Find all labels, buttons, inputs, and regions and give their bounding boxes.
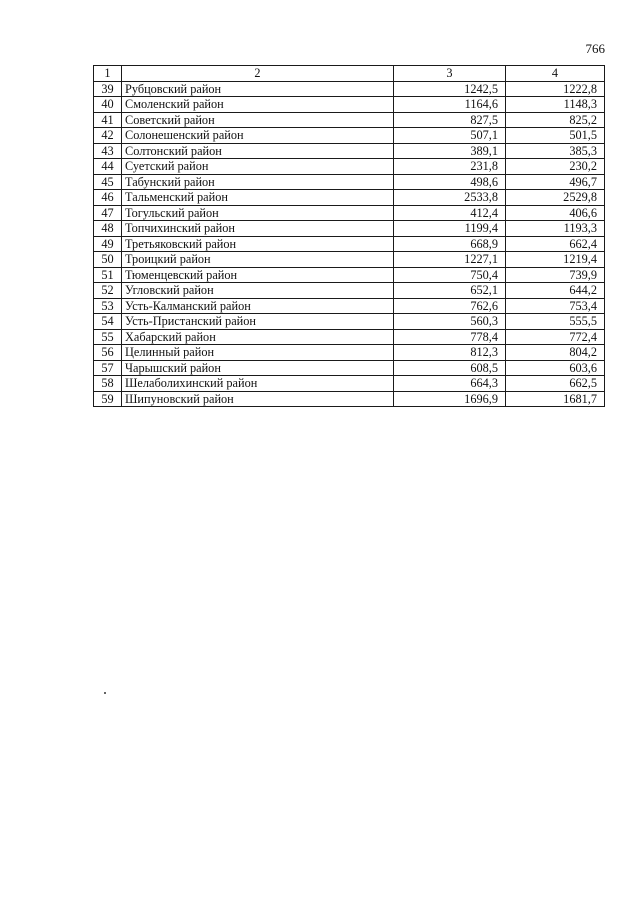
- district-name-cell: Троицкий район: [122, 252, 394, 268]
- row-number-cell: 49: [94, 236, 122, 252]
- row-number-cell: 48: [94, 221, 122, 237]
- row-number-cell: 58: [94, 376, 122, 392]
- district-name-cell: Чарышский район: [122, 360, 394, 376]
- column-header-2: 2: [122, 66, 394, 82]
- column-3-value-cell: 2533,8: [394, 190, 506, 206]
- column-4-value-cell: 739,9: [506, 267, 605, 283]
- column-4-value-cell: 662,5: [506, 376, 605, 392]
- column-4-value-cell: 662,4: [506, 236, 605, 252]
- table-row: [94, 314, 605, 330]
- district-name-cell: Смоленский район: [122, 97, 394, 113]
- column-4-value-cell: 406,6: [506, 205, 605, 221]
- column-3-value-cell: 1242,5: [394, 81, 506, 97]
- district-name-cell: Суетский район: [122, 159, 394, 175]
- district-name-cell: Табунский район: [122, 174, 394, 190]
- row-number-cell: 42: [94, 128, 122, 144]
- district-name-cell: Третьяковский район: [122, 236, 394, 252]
- district-name-cell: Угловский район: [122, 283, 394, 299]
- table-row: [94, 376, 605, 392]
- row-number-cell: 59: [94, 391, 122, 407]
- district-name-cell: Тогульский район: [122, 205, 394, 221]
- column-3-value-cell: 507,1: [394, 128, 506, 144]
- column-4-value-cell: 1148,3: [506, 97, 605, 113]
- column-header-3: 3: [394, 66, 506, 82]
- row-number-cell: 57: [94, 360, 122, 376]
- column-3-value-cell: 1227,1: [394, 252, 506, 268]
- table-row: [94, 329, 605, 345]
- row-number-cell: 44: [94, 159, 122, 175]
- column-4-value-cell: 804,2: [506, 345, 605, 361]
- table-row: [94, 267, 605, 283]
- column-4-value-cell: 230,2: [506, 159, 605, 175]
- column-3-value-cell: 762,6: [394, 298, 506, 314]
- column-4-value-cell: 2529,8: [506, 190, 605, 206]
- column-4-value-cell: 555,5: [506, 314, 605, 330]
- table-row: [94, 81, 605, 97]
- table-row: [94, 345, 605, 361]
- column-3-value-cell: 1696,9: [394, 391, 506, 407]
- district-name-cell: Усть-Пристанский район: [122, 314, 394, 330]
- column-3-value-cell: 664,3: [394, 376, 506, 392]
- column-3-value-cell: 389,1: [394, 143, 506, 159]
- column-4-value-cell: 825,2: [506, 112, 605, 128]
- column-3-value-cell: 750,4: [394, 267, 506, 283]
- row-number-cell: 43: [94, 143, 122, 159]
- table-row: [94, 360, 605, 376]
- column-4-value-cell: 1681,7: [506, 391, 605, 407]
- data-table: [93, 65, 605, 407]
- table-row: [94, 143, 605, 159]
- header-row: [94, 66, 605, 82]
- column-3-value-cell: 498,6: [394, 174, 506, 190]
- table-row: [94, 159, 605, 175]
- table-row: [94, 128, 605, 144]
- table-body: [94, 81, 605, 407]
- row-number-cell: 39: [94, 81, 122, 97]
- table-row: [94, 236, 605, 252]
- district-name-cell: Хабарский район: [122, 329, 394, 345]
- column-4-value-cell: 496,7: [506, 174, 605, 190]
- column-4-value-cell: 1193,3: [506, 221, 605, 237]
- district-name-cell: Шелаболихинский район: [122, 376, 394, 392]
- column-4-value-cell: 501,5: [506, 128, 605, 144]
- row-number-cell: 46: [94, 190, 122, 206]
- column-3-value-cell: 412,4: [394, 205, 506, 221]
- column-4-value-cell: 603,6: [506, 360, 605, 376]
- table-row: [94, 391, 605, 407]
- column-3-value-cell: 231,8: [394, 159, 506, 175]
- scan-speck: [104, 692, 106, 694]
- table-row: [94, 97, 605, 113]
- column-4-value-cell: 644,2: [506, 283, 605, 299]
- district-name-cell: Солонешенский район: [122, 128, 394, 144]
- district-name-cell: Целинный район: [122, 345, 394, 361]
- table-header: [94, 66, 605, 82]
- column-3-value-cell: 1199,4: [394, 221, 506, 237]
- table-row: [94, 221, 605, 237]
- table-row: [94, 205, 605, 221]
- row-number-cell: 50: [94, 252, 122, 268]
- row-number-cell: 55: [94, 329, 122, 345]
- column-3-value-cell: 778,4: [394, 329, 506, 345]
- district-name-cell: Усть-Калманский район: [122, 298, 394, 314]
- column-3-value-cell: 812,3: [394, 345, 506, 361]
- row-number-cell: 40: [94, 97, 122, 113]
- table-row: [94, 283, 605, 299]
- column-3-value-cell: 668,9: [394, 236, 506, 252]
- column-4-value-cell: 753,4: [506, 298, 605, 314]
- column-3-value-cell: 560,3: [394, 314, 506, 330]
- column-3-value-cell: 608,5: [394, 360, 506, 376]
- row-number-cell: 53: [94, 298, 122, 314]
- district-name-cell: Шипуновский район: [122, 391, 394, 407]
- column-header-1: 1: [94, 66, 122, 82]
- column-4-value-cell: 772,4: [506, 329, 605, 345]
- district-name-cell: Тюменцевский район: [122, 267, 394, 283]
- table-row: [94, 252, 605, 268]
- column-3-value-cell: 827,5: [394, 112, 506, 128]
- row-number-cell: 52: [94, 283, 122, 299]
- district-name-cell: Тальменский район: [122, 190, 394, 206]
- column-4-value-cell: 1222,8: [506, 81, 605, 97]
- row-number-cell: 56: [94, 345, 122, 361]
- row-number-cell: 45: [94, 174, 122, 190]
- district-name-cell: Рубцовский район: [122, 81, 394, 97]
- page-number: 766: [585, 41, 605, 56]
- column-3-value-cell: 652,1: [394, 283, 506, 299]
- row-number-cell: 54: [94, 314, 122, 330]
- column-header-4: 4: [506, 66, 605, 82]
- table-row: [94, 112, 605, 128]
- table-row: [94, 298, 605, 314]
- row-number-cell: 41: [94, 112, 122, 128]
- table-row: [94, 174, 605, 190]
- row-number-cell: 51: [94, 267, 122, 283]
- table-row: [94, 190, 605, 206]
- district-name-cell: Топчихинский район: [122, 221, 394, 237]
- district-name-cell: Советский район: [122, 112, 394, 128]
- column-4-value-cell: 1219,4: [506, 252, 605, 268]
- column-3-value-cell: 1164,6: [394, 97, 506, 113]
- column-4-value-cell: 385,3: [506, 143, 605, 159]
- row-number-cell: 47: [94, 205, 122, 221]
- district-name-cell: Солтонский район: [122, 143, 394, 159]
